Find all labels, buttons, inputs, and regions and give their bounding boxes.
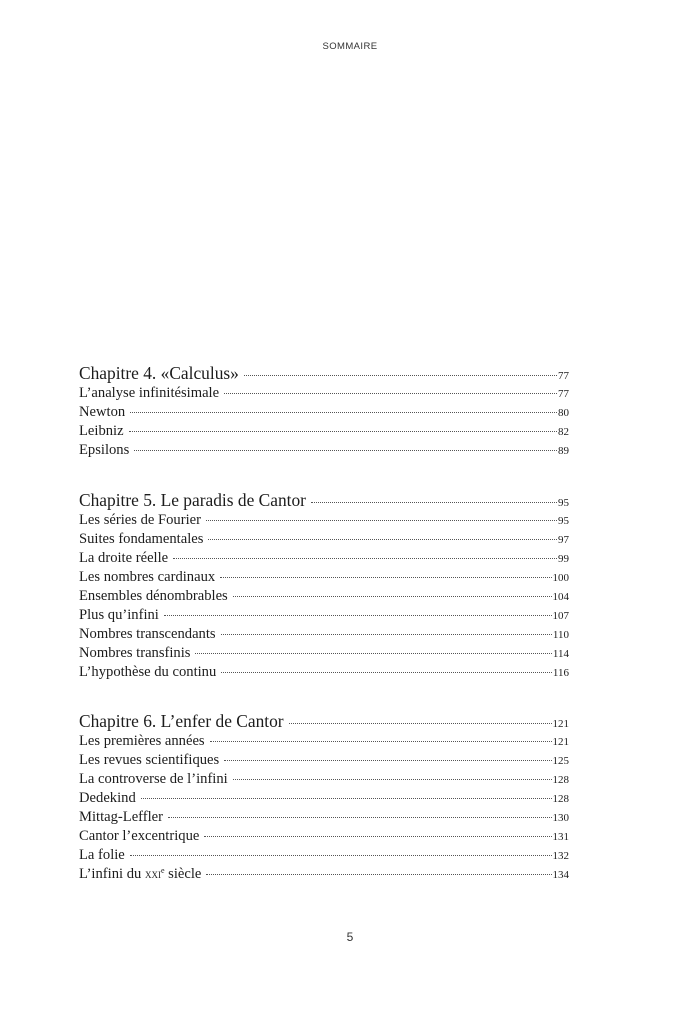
chapter-title: Chapitre 6. L’enfer de Cantor: [79, 711, 284, 731]
leader-dots: [210, 740, 552, 742]
leader-dots: [233, 778, 552, 780]
page-number: 130: [552, 812, 569, 824]
toc-entry[interactable]: [79, 422, 569, 441]
page-number: 114: [552, 648, 569, 660]
page-number: 128: [552, 774, 569, 786]
toc-entry[interactable]: [79, 751, 569, 770]
leader-dots: [224, 759, 551, 761]
toc-entry[interactable]: [79, 549, 569, 568]
entry-label: La droite réelle: [79, 550, 169, 566]
leader-dots: [173, 557, 557, 559]
entry-label: [79, 865, 201, 884]
leader-dots: [289, 722, 552, 724]
entry-label: Plus qu’infini: [79, 607, 159, 623]
entry-label: Suites fondamentales: [79, 531, 204, 547]
toc-entry[interactable]: [79, 511, 569, 530]
toc-entry[interactable]: [79, 846, 569, 865]
toc-chapter-heading[interactable]: [79, 710, 569, 732]
toc-entry[interactable]: [79, 827, 569, 846]
toc-entry[interactable]: [79, 606, 569, 625]
entry-label: Les nombres cardinaux: [79, 569, 216, 585]
toc-entry[interactable]: [79, 625, 569, 644]
page-number: 99: [558, 553, 569, 565]
entry-label: Les séries de Fourier: [79, 512, 201, 528]
toc-entry[interactable]: [79, 789, 569, 808]
toc-entry[interactable]: [79, 530, 569, 549]
leader-dots: [164, 614, 552, 616]
page-number: 100: [552, 572, 569, 584]
leader-dots: [195, 652, 551, 654]
leader-dots: [141, 797, 552, 799]
leader-dots: [311, 501, 557, 503]
page-number: 132: [552, 850, 569, 862]
toc-entry[interactable]: [79, 644, 569, 663]
entry-label: La controverse de l’infini: [79, 771, 228, 787]
leader-dots: [233, 595, 552, 597]
leader-dots: [244, 374, 557, 376]
page-number: 116: [552, 667, 569, 679]
leader-dots: [206, 519, 557, 521]
toc-chapter-4: [79, 362, 569, 460]
toc-chapter-heading[interactable]: [79, 362, 569, 384]
toc-entry[interactable]: [79, 441, 569, 460]
toc-entry[interactable]: [79, 384, 569, 403]
page-number: 128: [552, 793, 569, 805]
page-number: 121: [552, 736, 569, 748]
entry-label: Leibniz: [79, 423, 124, 439]
page-number: 104: [552, 591, 569, 603]
entry-label: Newton: [79, 404, 126, 420]
leader-dots: [130, 411, 557, 413]
entry-label-suffix: siècle: [164, 866, 202, 882]
leader-dots: [204, 835, 551, 837]
toc-chapter-5: [79, 489, 569, 682]
page-number: 110: [552, 629, 569, 641]
entry-label: Nombres transcendants: [79, 626, 216, 642]
entry-label: Epsilons: [79, 442, 130, 458]
page-number: 89: [558, 445, 569, 457]
running-head: SOMMAIRE: [322, 41, 378, 52]
page-number: 134: [552, 869, 569, 881]
page-folio: 5: [346, 930, 354, 944]
entry-label: L’analyse infinitésimale: [79, 385, 220, 401]
leader-dots: [224, 392, 557, 394]
century-superscript: e: [160, 866, 165, 876]
leader-dots: [130, 854, 552, 856]
entry-label: Les premières années: [79, 733, 205, 749]
page-number: 97: [558, 534, 569, 546]
toc-entry[interactable]: [79, 865, 569, 884]
leader-dots: [134, 449, 557, 451]
entry-label: Dedekind: [79, 790, 136, 806]
page-number: 131: [552, 831, 569, 843]
entry-label-prefix: L’infini du: [79, 866, 145, 882]
page-number: 121: [552, 718, 569, 730]
page-number: 95: [558, 497, 569, 509]
entry-label: Ensembles dénombrables: [79, 588, 228, 604]
toc-chapter-6: [79, 710, 569, 884]
entry-label: Cantor l’excentrique: [79, 828, 200, 844]
leader-dots: [129, 430, 557, 432]
leader-dots: [220, 576, 551, 578]
toc-entry[interactable]: [79, 770, 569, 789]
toc-entry[interactable]: [79, 568, 569, 587]
page-number: 125: [552, 755, 569, 767]
toc-entry[interactable]: [79, 808, 569, 827]
toc-entry[interactable]: [79, 587, 569, 606]
leader-dots: [168, 816, 551, 818]
page-number: 95: [558, 515, 569, 527]
page-number: 80: [558, 407, 569, 419]
entry-label: Les revues scientifiques: [79, 752, 220, 768]
century-small-caps: xxi: [144, 867, 161, 881]
page-number: 77: [558, 388, 569, 400]
leader-dots: [221, 671, 552, 673]
toc-entry[interactable]: [79, 663, 569, 682]
page-number: 77: [558, 370, 569, 382]
leader-dots: [221, 633, 552, 635]
entry-label: Nombres transfinis: [79, 645, 191, 661]
entry-label: L’hypothèse du continu: [79, 664, 217, 680]
toc-chapter-heading[interactable]: [79, 489, 569, 511]
leader-dots: [206, 873, 551, 875]
entry-label: La folie: [79, 847, 125, 863]
toc-entry[interactable]: [79, 403, 569, 422]
chapter-title: Chapitre 4. «Calculus»: [79, 363, 239, 383]
chapter-title: Chapitre 5. Le paradis de Cantor: [79, 490, 306, 510]
entry-label: Mittag-Leffler: [79, 809, 164, 825]
leader-dots: [208, 538, 557, 540]
page-number: 82: [558, 426, 569, 438]
toc-entry[interactable]: [79, 732, 569, 751]
page-number: 107: [552, 610, 569, 622]
